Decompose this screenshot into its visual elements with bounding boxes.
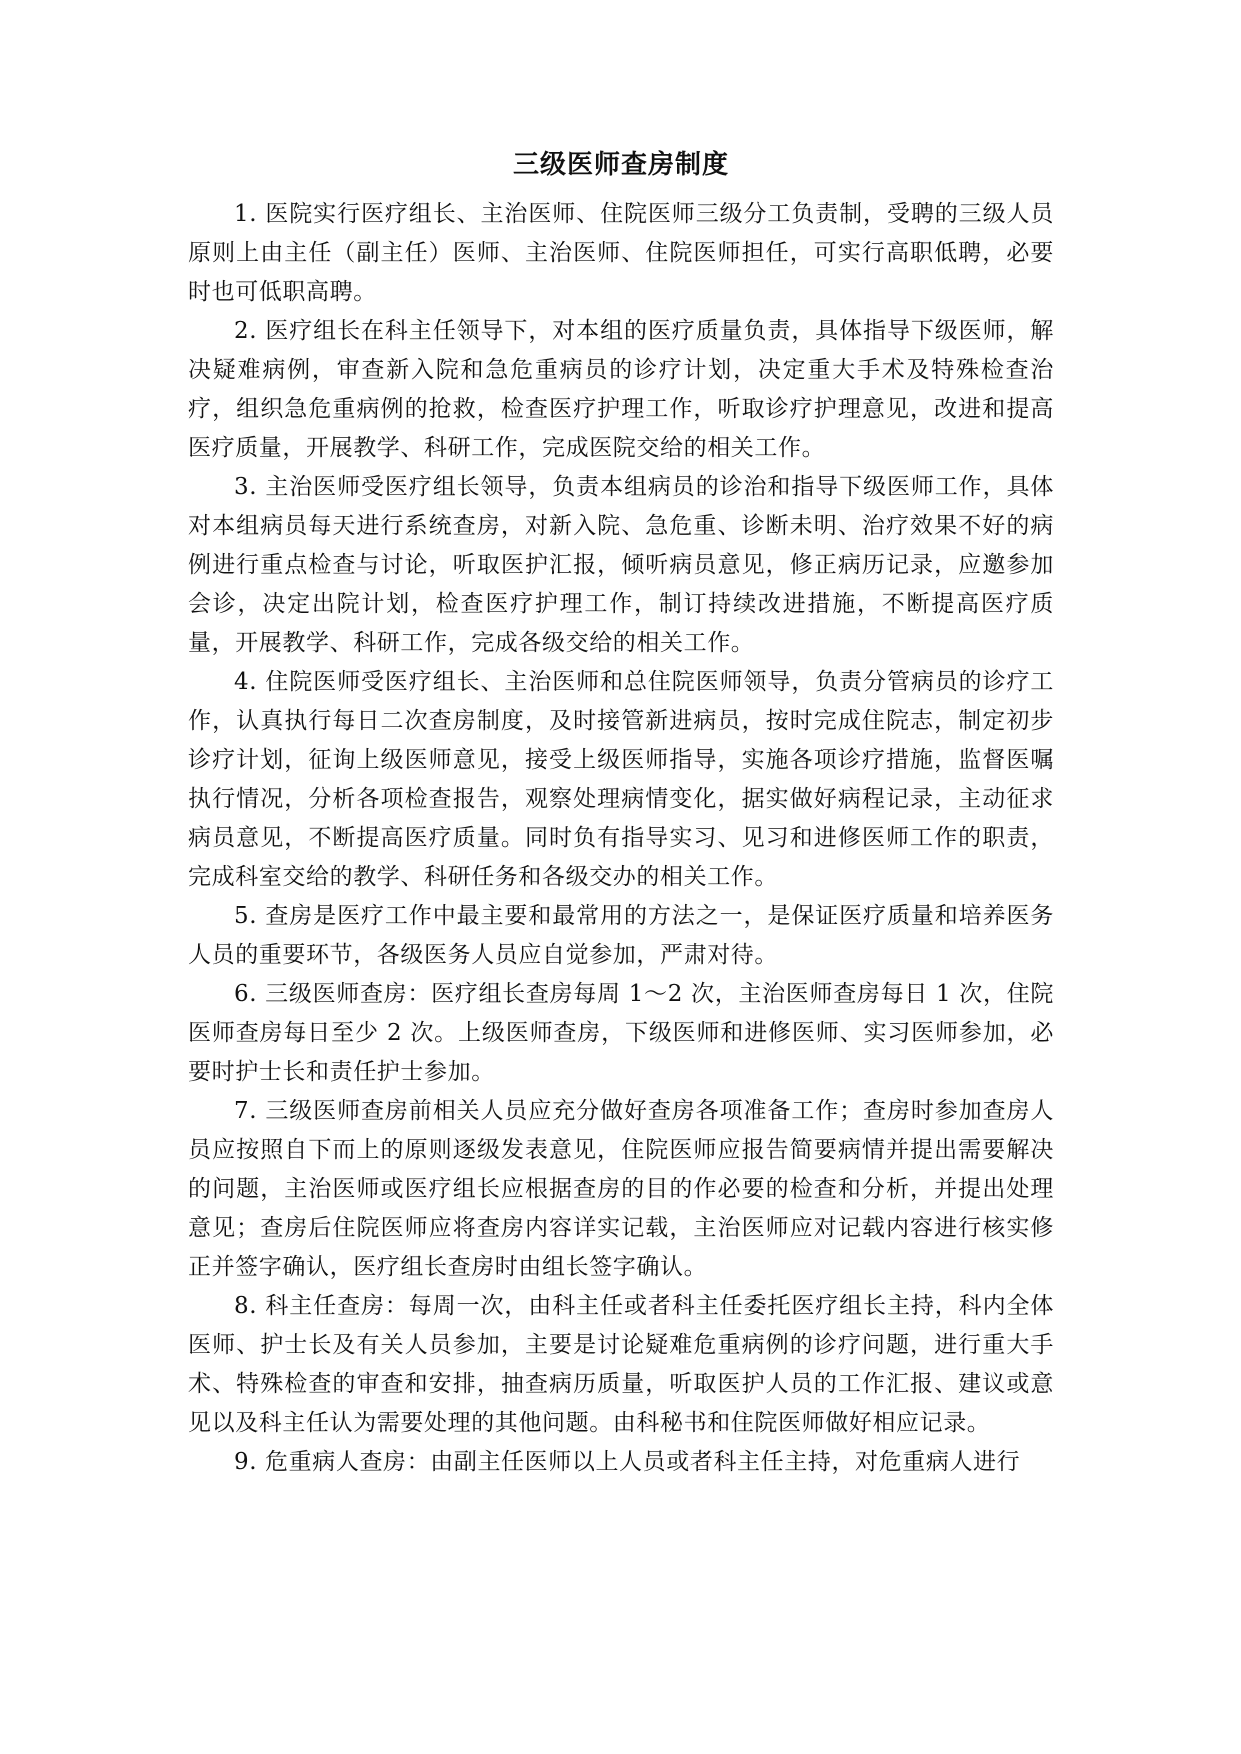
paragraph-1: 1. 医院实行医疗组长、主治医师、住院医师三级分工负责制，受聘的三级人员原则上由主任（副主任）医师、主治医师、住院医师担任，可实行高职低聘，必要时也可低职高聘。 (188, 201, 1054, 305)
document-title: 三级医师查房制度 (512, 150, 729, 180)
paragraph-7: 7. 三级医师查房前相关人员应充分做好查房各项准备工作；查房时参加查房人员应按照自下而上的原则逐级发表意见，住院医师应报告简要病情并提出需要解决的问题，主治医师或医疗组长应根据查房的目的作必要的检查和分析，并提出处理意见；查房后住院医师应将查房内容详实记载，主治医师应对记载内容进行核实修正并签字确认，医疗组长查房时由组长签字确认。 (188, 1098, 1054, 1280)
paragraph-3: 3. 主治医师受医疗组长领导，负责本组病员的诊治和指导下级医师工作，具体对本组病员每天进行系统查房，对新入院、急危重、诊断未明、治疗效果不好的病例进行重点检查与讨论，听取医护汇报，倾听病员意见，修正病历记录，应邀参加会诊，决定出院计划，检查医疗护理工作，制订持续改进措施，不断提高医疗质量，开展教学、科研工作，完成各级交给的相关工作。 (188, 474, 1054, 656)
document-body (188, 145, 1054, 1482)
paragraph-9: 9. 危重病人查房：由副主任医师以上人员或者科主任主持，对危重病人进行 (234, 1449, 1021, 1475)
paragraph-2: 2. 医疗组长在科主任领导下，对本组的医疗质量负责，具体指导下级医师，解决疑难病例，审查新入院和急危重病员的诊疗计划，决定重大手术及特殊检查治疗，组织急危重病例的抢救，检查医疗护理工作，听取诊疗护理意见，改进和提高医疗质量，开展教学、科研工作，完成医院交给的相关工作。 (188, 318, 1054, 461)
paragraph-5: 5. 查房是医疗工作中最主要和最常用的方法之一，是保证医疗质量和培养医务人员的重要环节，各级医务人员应自觉参加，严肃对待。 (188, 903, 1054, 968)
paragraph-8: 8. 科主任查房：每周一次，由科主任或者科主任委托医疗组长主持，科内全体医师、护士长及有关人员参加，主要是讨论疑难危重病例的诊疗问题，进行重大手术、特殊检查的审查和安排，抽查病历质量，听取医护人员的工作汇报、建议或意见以及科主任认为需要处理的其他问题。由科秘书和住院医师做好相应记录。 (188, 1293, 1054, 1436)
paragraph-6: 6. 三级医师查房：医疗组长查房每周 1～2 次，主治医师查房每日 1 次，住院医师查房每日至少 2 次。上级医师查房，下级医师和进修医师、实习医师参加，必要时护士长和责任护士参加。 (188, 981, 1054, 1085)
paragraph-4: 4. 住院医师受医疗组长、主治医师和总住院医师领导，负责分管病员的诊疗工作，认真执行每日二次查房制度，及时接管新进病员，按时完成住院志，制定初步诊疗计划，征询上级医师意见，接受上级医师指导，实施各项诊疗措施，监督医嘱执行情况，分析各项检查报告，观察处理病情变化，据实做好病程记录，主动征求病员意见，不断提高医疗质量。同时负有指导实习、见习和进修医师工作的职责，完成科室交给的教学、科研任务和各级交办的相关工作。 (188, 669, 1054, 890)
